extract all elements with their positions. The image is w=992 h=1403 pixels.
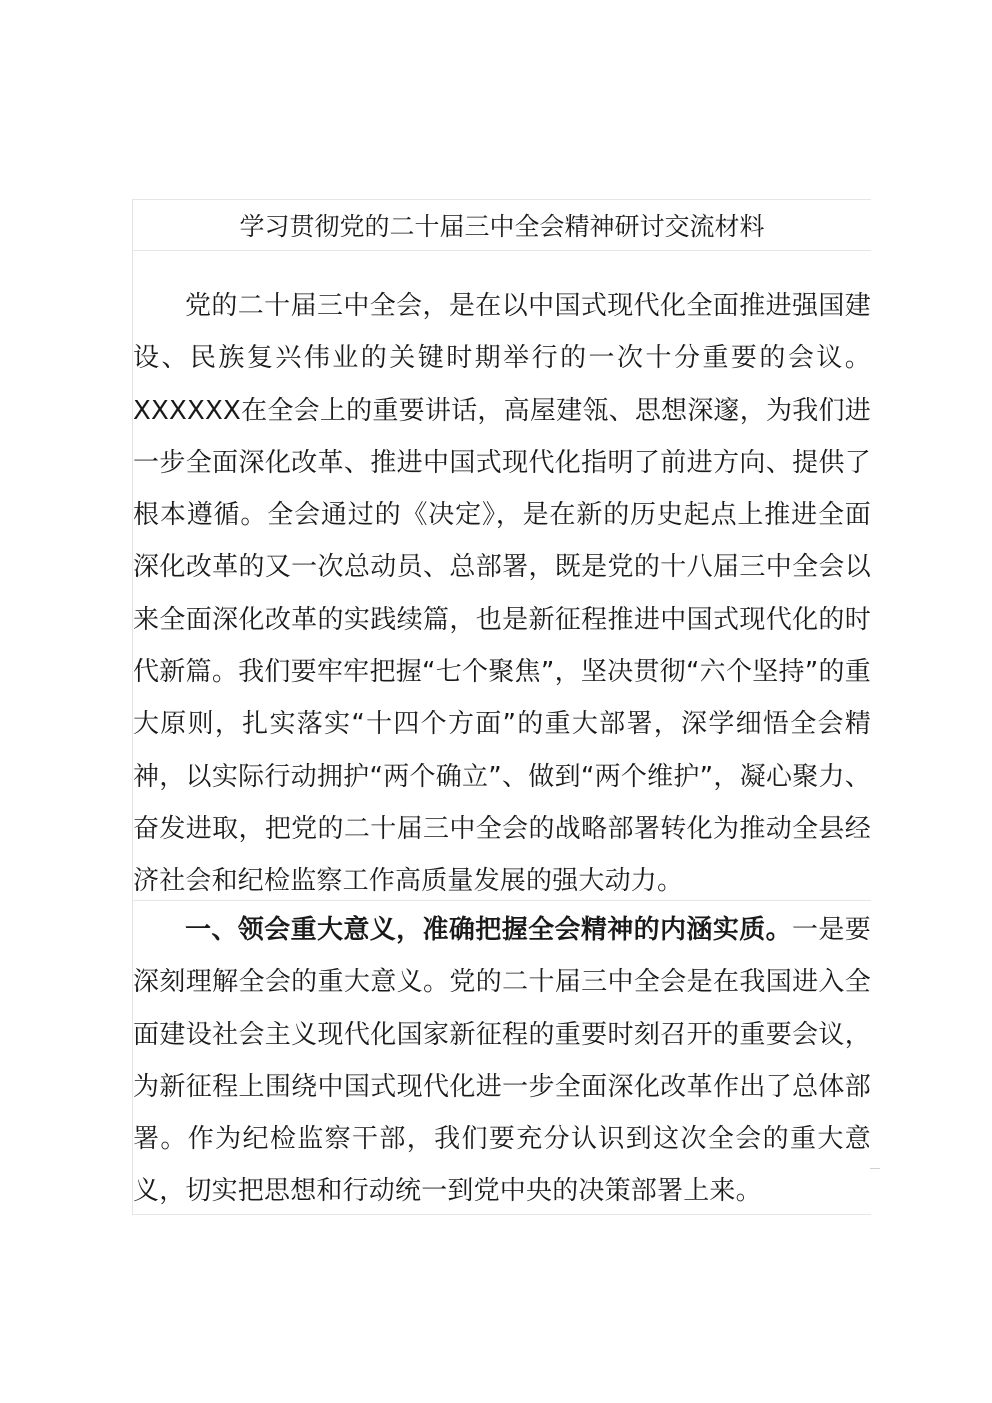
paragraph-intro: 党的二十届三中全会，是在以中国式现代化全面推进强国建设、民族复兴伟业的关键时期举行的一次十分重要的会议。XXXXXX在全会上的重要讲话，高屋建瓴、思想深邃，为我们进一步全面深化改革、推进中国式现代化指明了前进方向、提供了根本遵循。全会通过的《决定》，是在新的历史起点上推进全面深化改革的又一次总动员、总部署，既是党的十八届三中全会以来全面深化改革的实践续篇，也是新征程推进中国式现代化的时代新篇。我们要牢牢把握“七个聚焦”，坚决贯彻“六个坚持”的重大原则，扎实落实“十四个方面”的重大部署，深学细悟全会精神，以实际行动拥护“两个确立”、做到“两个维护”，凝心聚力、奋发进取，把党的二十届三中全会的战略部署转化为推动全县经济社会和纪检监察工作高质量发展的强大动力。 <box>133 291 871 897</box>
section-rule <box>133 900 871 901</box>
document-page <box>132 199 871 1215</box>
section-body: 一是要深刻理解全会的重大意义。党的二十届三中全会是在我国进入全面建设社会主义现代化国家新征程的重要时刻召开的重要会议，为新征程上围绕中国式现代化进一步全面深化改革作出了总体部署。作为纪检监察干部，我们要充分认识到这次全会的重大意义，切实把思想和行动统一到党中央的决策部署上来。 <box>133 915 871 1207</box>
paragraph-section-one <box>133 904 871 1218</box>
top-rule <box>133 199 871 200</box>
margin-mark <box>870 1168 880 1169</box>
section-heading: 一、领会重大意义，准确把握全会精神的内涵实质。 <box>185 915 792 945</box>
bottom-rule <box>133 1214 871 1215</box>
document-title: 学习贯彻党的二十届三中全会精神研讨交流材料 <box>239 212 765 241</box>
title-rule <box>133 250 871 251</box>
